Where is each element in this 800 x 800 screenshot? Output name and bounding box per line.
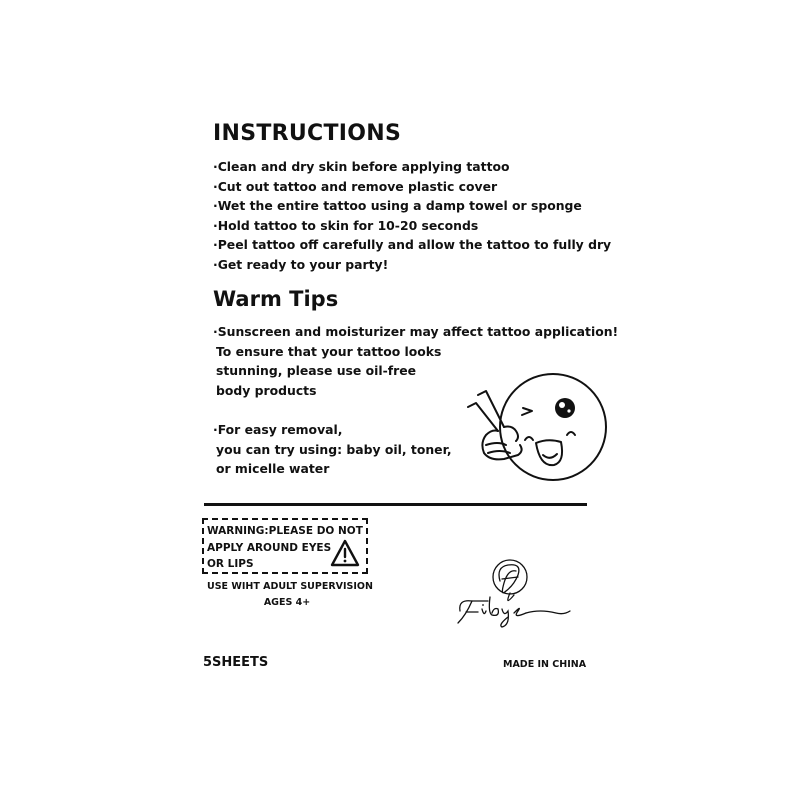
instructions-title: INSTRUCTIONS bbox=[213, 121, 402, 146]
fibye-logo bbox=[452, 555, 574, 631]
warning-line: WARNING:PLEASE DO NOT bbox=[207, 525, 363, 537]
tip-line: ·For easy removal, bbox=[213, 421, 343, 437]
warm-tips-title: Warm Tips bbox=[213, 287, 339, 311]
winking-smiley-peace-sign-icon bbox=[462, 365, 610, 489]
supervision-notice bbox=[207, 579, 373, 611]
instruction-step: ·Cut out tattoo and remove plastic cover bbox=[213, 178, 498, 194]
sheet-count: 5SHEETS bbox=[203, 655, 269, 670]
instructions-list bbox=[213, 157, 611, 275]
tip-line: To ensure that your tattoo looks bbox=[216, 343, 442, 359]
instruction-step: ·Peel tattoo off carefully and allow the tattoo to fully dry bbox=[213, 237, 612, 253]
instruction-step: ·Get ready to your party! bbox=[213, 256, 389, 272]
supervision-text: USE WIHT ADULT SUPERVISION bbox=[207, 581, 373, 592]
instruction-step: ·Clean and dry skin before applying tattoo bbox=[213, 159, 510, 174]
tip-line: you can try using: baby oil, toner, bbox=[216, 441, 452, 457]
warning-triangle-icon bbox=[330, 539, 360, 567]
tip-line: body products bbox=[216, 382, 317, 398]
tip-line: ·Sunscreen and moisturizer may affect tattoo application! bbox=[213, 324, 619, 339]
warning-line: OR LIPS bbox=[207, 558, 254, 570]
origin-label: MADE IN CHINA bbox=[503, 659, 587, 670]
instruction-step: ·Hold tattoo to skin for 10-20 seconds bbox=[213, 217, 479, 233]
section-divider bbox=[204, 503, 587, 506]
instruction-step: ·Wet the entire tattoo using a damp towel or sponge bbox=[213, 198, 582, 214]
warning-line: APPLY AROUND EYES bbox=[207, 541, 332, 554]
tip-line: stunning, please use oil-free bbox=[216, 363, 417, 379]
tip-line: or micelle water bbox=[216, 461, 330, 477]
age-text: AGES 4+ bbox=[263, 597, 311, 608]
